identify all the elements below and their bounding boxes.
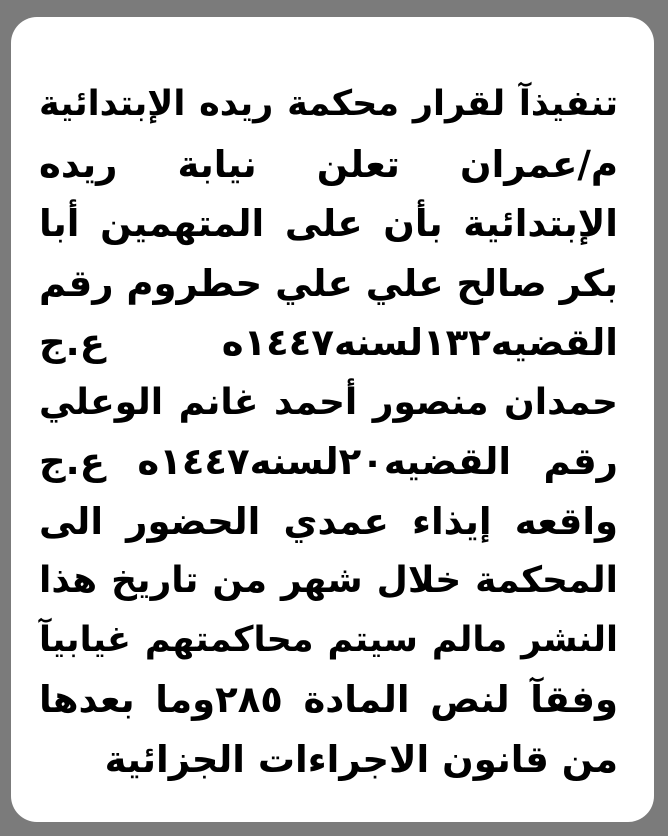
legal-notice-card [11, 17, 654, 822]
notice-line: المحكمة خلال شهر من تاريخ هذا [39, 560, 618, 601]
notice-line: واقعه إيذاء عمدي الحضور الى [39, 499, 618, 543]
notice-line: رقم القضيه٢٠لسنه١٤٤٧ه ع.ج [39, 440, 618, 483]
notice-line: بكر صالح علي علي حطروم رقم [38, 261, 618, 305]
notice-line: وفقآ لنص المادة ٢٨٥وما بعدها [39, 678, 618, 721]
notice-line: الإبتدائية بأن على المتهمين أبا [39, 202, 618, 245]
notice-line: من قانون الاجراءات الجزائية [104, 737, 618, 781]
notice-line: حمدان منصور أحمد غانم الوعلي [39, 381, 618, 423]
notice-line: النشر مالم سيتم محاكمتهم غيابيآ [39, 619, 618, 660]
notice-text [11, 75, 654, 789]
notice-line: م/عمران تعلن نيابة ريده [39, 142, 618, 186]
notice-line: تنفيذآ لقرار محكمة ريده الإبتدائية [39, 84, 618, 124]
notice-line: القضيه١٣٢لسنه١٤٤٧ه ع.ج [39, 321, 618, 364]
